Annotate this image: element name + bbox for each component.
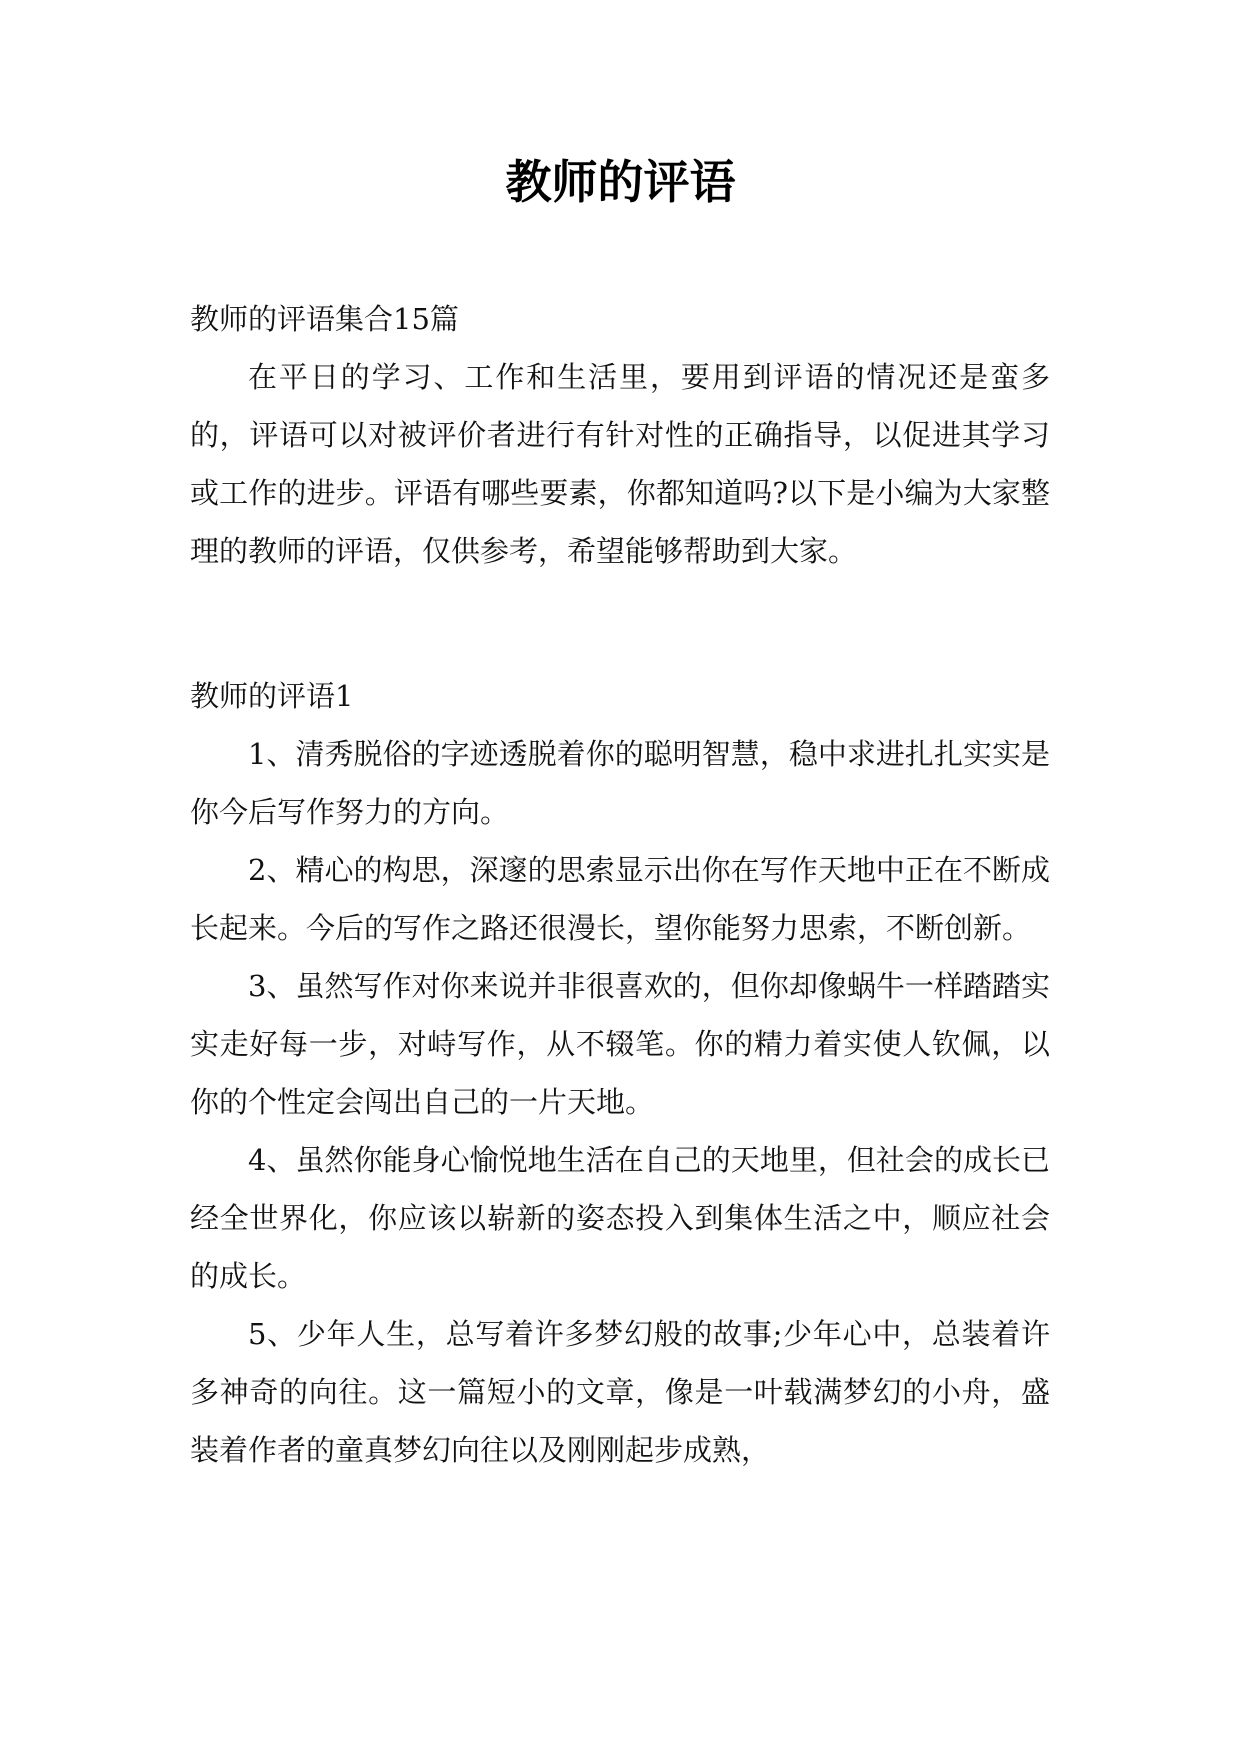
section-heading: 教师的评语1	[190, 679, 354, 713]
comment-item-4: 4、虽然你能身心愉悦地生活在自己的天地里，但社会的成长已经全世界化，你应该以崭新的姿态投入到集体生活之中，顺应社会的成长。	[190, 1143, 1050, 1293]
comment-item-1: 1、清秀脱俗的字迹透脱着你的聪明智慧，稳中求进扎扎实实是你今后写作努力的方向。	[190, 737, 1050, 829]
section-spacer	[190, 580, 1050, 667]
document-subtitle: 教师的评语集合15篇	[190, 302, 459, 336]
document-body	[190, 290, 1050, 1479]
comment-item-2: 2、精心的构思，深邃的思索显示出你在写作天地中正在不断成长起来。今后的写作之路还很漫长，望你能努力思索，不断创新。	[190, 853, 1050, 945]
intro-paragraph: 在平日的学习、工作和生活里，要用到评语的情况还是蛮多的，评语可以对被评价者进行有针对性的正确指导，以促进其学习或工作的进步。评语有哪些要素，你都知道吗?以下是小编为大家整理的教师的评语，仅供参考，希望能够帮助到大家。	[190, 360, 1050, 568]
comment-item-5: 5、少年人生，总写着许多梦幻般的故事;少年心中，总装着许多神奇的向往。这一篇短小的文章，像是一叶载满梦幻的小舟，盛装着作者的童真梦幻向往以及刚刚起步成熟，	[190, 1317, 1050, 1467]
comment-item-3: 3、虽然写作对你来说并非很喜欢的，但你却像蜗牛一样踏踏实实走好每一步，对峙写作，从不辍笔。你的精力着实使人钦佩，以你的个性定会闯出自己的一片天地。	[190, 969, 1050, 1119]
document-title: 教师的评语	[505, 155, 736, 209]
